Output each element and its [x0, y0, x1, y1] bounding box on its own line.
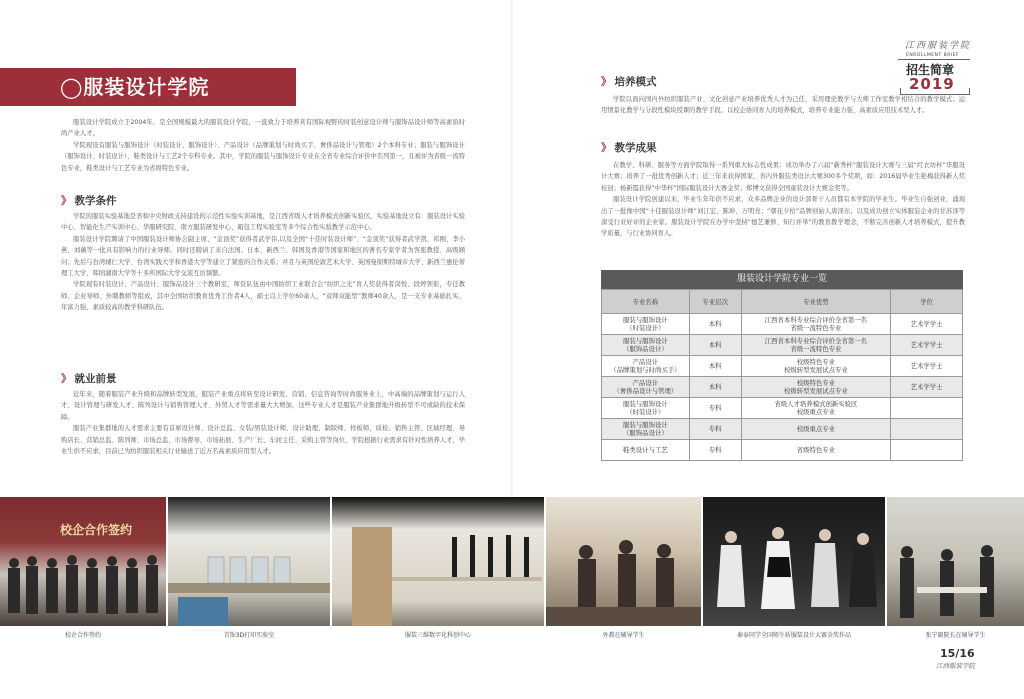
chevron-icon: 》 [61, 195, 72, 207]
table-row [602, 335, 963, 356]
photo-award-works [703, 497, 885, 626]
section-heading-teaching: 》 教学条件 [61, 195, 117, 207]
photo-signing [0, 497, 166, 626]
majors-table-title: 服装设计学院专业一览 [601, 270, 963, 289]
table-cell-level: 本科 [689, 335, 741, 356]
table-cell-degree: 艺术学学士 [891, 356, 963, 377]
achievements-text [601, 160, 965, 240]
teaching-paragraph: 学院现有时装设计、产品设计、服饰品设计三个教研室，师资队伍由中国纺织工业联合会“纺织之光”育人奖获得者闵悦、段婷领衔，专任教师、企业导师、外聘教师等组成，其中全国纺织教育优秀工作者4人，硕士以上学位60余人，“双师双能型”教师40余人，是一支专业基础扎实、年富力强、素质较高的教学科研队伍。 [61, 281, 465, 312]
photo-dean-guidance [887, 497, 1024, 626]
photo-3d-lab [168, 497, 330, 626]
classroom-illustration [546, 497, 701, 626]
employment-text [61, 389, 465, 457]
people-illustration [0, 497, 166, 626]
brand-script: 江西服装学院 [905, 41, 972, 51]
photo-caption: 首饰3D打印实验室 [223, 632, 275, 639]
teaching-paragraph: 学院的服装实验基地是省和中央财政支持建设的示范性实验实训基地，是江西省级人才培养模式创新实验区。实验基地设立有：服装设计实验中心、智能化生产实训中心、华服研究院、南方服装研发中心、箱包工程实验室等多个综合性实验教学示范中心。 [61, 213, 465, 232]
table-cell-advantage: 校级特色专业 校级转型发展试点专业 [741, 356, 891, 377]
photo-caption: 服装三维数字化科创中心 [404, 632, 471, 639]
studio-illustration [887, 497, 1024, 626]
column-header: 学位 [891, 290, 963, 314]
achievements-paragraph: 服装设计学院创建以来，毕业生年年供不应求，众多品牌企业的设计部骨干人员都有本学院的毕业生。毕业生自强创业，涌现出了一批像中国“十佳服装设计师”刘江宏、陈坤、万明亮；“朝花夕拾”品牌创始人唐泽东；以及成功创立实体服装企业的甘苏泽等深受行业好评的企业家。服装设计学院在办学中坚持“德艺兼修、知行并举”的教育教学理念，不断完善创新人才培养模式，提升教学质量，与行业协同育人。 [601, 196, 965, 238]
brand-divider [898, 59, 970, 60]
cultivation-paragraph: 学院以面向国内外纺织服装产业、文化创意产业培养优秀人才为己任，采用理论教学与大师工作室教学相结合的教学模式；运用情景化教学与分段性模块授课的教学手段。以校企协同育人的培养模式，培养专业能力强、高素质应用技术型人才。 [601, 96, 965, 115]
column-header: 专业层次 [689, 290, 741, 314]
table-row [602, 419, 963, 440]
table-cell-name: 服装与服饰设计 （服饰品设计） [602, 419, 690, 440]
photo-caption: 外教在辅导学生 [602, 632, 645, 639]
column-header: 专业优势 [741, 290, 891, 314]
table-cell-name: 产品设计 （品牌策划与时尚买手） [602, 356, 690, 377]
table-cell-level: 本科 [689, 314, 741, 335]
table-cell-name: 服装与服饰设计 （时装设计） [602, 314, 690, 335]
table-cell-degree: 艺术学学士 [891, 335, 963, 356]
photo-caption: 秦泰同学全国师生斩服装设计大赛金奖作品 [736, 632, 851, 639]
intro-paragraph: 学院现设有服装与服饰设计（时装设计、服饰设计）、产品设计（品牌策划与时尚买手、奢侈品设计与管理）2个本科专业；服装与服饰设计（服饰设计、时装设计）、鞋类设计与工艺2个专科专业。其中，学院的服装与服饰设计专业在全省专业综合评价中名列第一，且被评为省级一流特色专业，鞋类设计与工艺专业为省级特色专业。 [61, 141, 465, 172]
table-row [602, 377, 963, 398]
intro-text [61, 117, 465, 174]
center-fold [511, 0, 513, 497]
brand-title: 招生简章 [906, 63, 955, 77]
table-cell-level: 专科 [689, 419, 741, 440]
table-cell-advantage: 江西省本科专业综合评价全省第一名 省级一流特色专业 [741, 314, 891, 335]
table-cell-name: 服装与服饰设计 （服饰品设计） [602, 335, 690, 356]
table-header-row [602, 290, 963, 314]
photo-3d-center [332, 497, 544, 626]
teaching-paragraph: 服装设计学院聘请了中国服装设计师协会副主席、“金顶奖”获得者武学伟,以及全国“十佳时装设计师”、“金顶奖”获得者武学凯、祁刚、李小燕、刘薇等一批具有影响力的行业导师。同时还聘请了来自法国、日本、新西兰、韩国及香港等国家和地区的著名专家学者为客座教授、高级顾问；先后与台湾辅仁大学、台湾实践大学和香港大学等建立了紧密的合作关系；并且与英国伦敦艺术大学、英国曼彻斯特城市大学、新西兰惠伦蒂理工大学、韩国湖南大学等十多所国际大学交流互访频繁。 [61, 235, 465, 278]
table-cell-level: 专科 [689, 440, 741, 461]
table-cell-name: 服装与服饰设计 （时装设计） [602, 398, 690, 419]
lab-illustration [168, 497, 330, 626]
table-cell-advantage: 校级特色专业 校级转型发展试点专业 [741, 377, 891, 398]
table-cell-degree [891, 419, 963, 440]
table-cell-advantage: 省级人才培养模式创新实验区 校级重点专业 [741, 398, 891, 419]
employment-paragraph: 服装产业集群地的人才需求主要有首席设计师、设计总监、女装/男装设计师、设计助理、制版师、样板师、质检、销售主管、区域经理、导购店长、营销总监、陈列师、市场总监、市场督导、市场拓展、生产厂长、车间主任、采购主管等岗位，学院根据行业需求有针对性培养人才，毕业生供不应求，目前已为纺织服装相关行业输送了近万名高素质应用型人才。 [61, 425, 465, 456]
table-cell-name: 鞋类设计与工艺 [602, 440, 690, 461]
section-heading-cultivation: 》 培养模式 [601, 76, 657, 88]
cultivation-text [601, 94, 965, 117]
table-row [602, 440, 963, 461]
table-cell-degree [891, 398, 963, 419]
page-footer-brand: 江西服装学院 [936, 662, 975, 670]
page-number: 15/16 [940, 647, 975, 660]
table-cell-advantage: 省级特色专业 [741, 440, 891, 461]
intro-paragraph: 服装设计学院成立于2004年，是全国规模最大的服装设计学院，一直致力于培养具有国际视野的时装创意设计师与服饰品设计师等高素质时尚产业人才。 [61, 119, 465, 138]
table-cell-degree: 艺术学学士 [891, 314, 963, 335]
table-cell-advantage: 江西省本科专业综合评价全省第一名 省级一流特色专业 [741, 335, 891, 356]
gallery-illustration [332, 497, 544, 626]
table-cell-degree [891, 440, 963, 461]
table-row [602, 356, 963, 377]
table-cell-name: 产品设计 （奢侈品设计与管理） [602, 377, 690, 398]
photo-foreign-teacher [546, 497, 701, 626]
chevron-icon: 》 [601, 76, 612, 88]
table-row [602, 398, 963, 419]
photo-caption: 校企合作签约 [64, 632, 101, 639]
runway-illustration [703, 497, 885, 626]
teaching-text [61, 211, 465, 314]
section-heading-employment: 》 就业前景 [61, 373, 117, 385]
table-cell-level: 专科 [689, 398, 741, 419]
employment-paragraph: 近年来，随着服装产业升级和品牌转型发展，服装产业重点将转至设计研发、营销、信息咨询等时尚服务业上，中高端的品牌策划与运行人才、设计管理与研发人才、陈列设计与销售管理人才、外贸人才等需求量大大增加，这些专业人才是服装产业集群地升级转型不可或缺的技术保障。 [61, 391, 465, 421]
page-title: ◯服装设计学院 [60, 75, 210, 99]
table-cell-advantage: 校级重点专业 [741, 419, 891, 440]
brand-subtitle: ENROLLMENT BRIEF [906, 53, 960, 58]
chevron-icon: 》 [601, 142, 612, 154]
achievements-paragraph: 在教学、科研、服务等方面学院取得一系列重大标志性成果：成功举办了六届“新秀杯”服装设计大赛与三届“红衣坊杯”华服设计大赛；培养了一批优秀创新人才；近三年来获得国家、省内外服装类设计大赛300多个奖项，如：2016届毕业生艳梅获得新人奖桂冠；杨新霞获得“中华杯”国际服装设计大赛金奖；郑博文获得全国童装设计大赛金奖等。 [601, 162, 965, 192]
section-heading-achievements: 》 教学成果 [601, 142, 657, 154]
table-cell-degree: 艺术学学士 [891, 377, 963, 398]
table-row [602, 314, 963, 335]
brand-year: 2019 [909, 75, 955, 93]
chevron-icon: 》 [61, 373, 72, 385]
photo-banner-text: 校企合作签约 [60, 523, 133, 537]
photo-caption: 张宁副院长在辅导学生 [925, 632, 986, 639]
column-header: 专业名称 [602, 290, 690, 314]
table-cell-level: 本科 [689, 377, 741, 398]
majors-table [601, 289, 963, 461]
table-cell-level: 本科 [689, 356, 741, 377]
